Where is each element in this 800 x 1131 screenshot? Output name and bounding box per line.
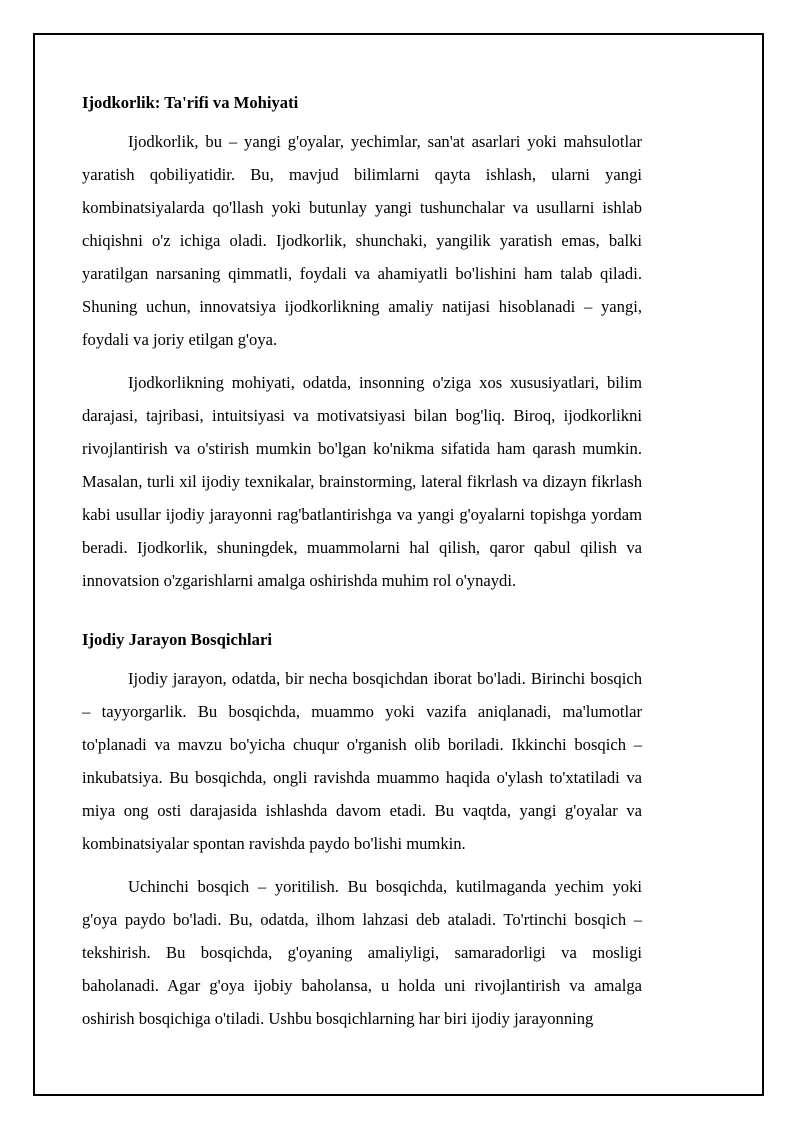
document-body [82, 76, 642, 1035]
paragraph: Uchinchi bosqich – yoritilish. Bu bosqichda, kutilmaganda yechim yoki g'oya paydo bo'ladi. Bu, odatda, ilhom lahzasi deb ataladi. To'rtinchi bosqich – tekshirish. Bu bosqichda, g'oyaning amaliyligi, samaradorligi va mosligi baholanadi. Agar g'oya ijobiy baholansa, u holda uni rivojlantirish va amalga oshirish bosqichiga o'tiladi. Ushbu bosqichlarning har biri ijodiy jarayonning [82, 877, 642, 1028]
section-heading: Ijodiy Jarayon Bosqichlari [82, 630, 272, 649]
paragraph: Ijodkorlik, bu – yangi g'oyalar, yechimlar, san'at asarlari yoki mahsulotlar yaratish qobiliyatidir. Bu, mavjud bilimlarni qayta ishlash, ularni yangi kombinatsiyalarda qo'llash yoki butunlay yangi tushunchalar va usullarni ishlab chiqishni o'z ichiga oladi. Ijodkorlik, shunchaki, yangilik yaratish emas, balki yaratilgan narsaning qimmatli, foydali va ahamiyatli bo'lishini ham talab qiladi. Shuning uchun, innovatsiya ijodkorlikning amaliy natijasi hisoblanadi – yangi, foydali va joriy etilgan g'oya. [82, 132, 642, 349]
paragraph: Ijodkorlikning mohiyati, odatda, insonning o'ziga xos xususiyatlari, bilim darajasi, tajribasi, intuitsiyasi va motivatsiyasi bilan bog'liq. Biroq, ijodkorlikni rivojlantirish va o'stirish mumkin bo'lgan ko'nikma sifatida ham qarash mumkin. Masalan, turli xil ijodiy texnikalar, brainstorming, lateral fikrlash va dizayn fikrlash kabi usullar ijodiy jarayonni rag'batlantirishga va yangi g'oyalarni topishga yordam beradi. Ijodkorlik, shuningdek, muammolarni hal qilish, qaror qabul qilish va innovatsion o'zgarishlarni amalga oshirishda muhim rol o'ynaydi. [82, 373, 642, 590]
section-heading: Ijodkorlik: Ta'rifi va Mohiyati [82, 93, 299, 112]
paragraph: Ijodiy jarayon, odatda, bir necha bosqichdan iborat bo'ladi. Birinchi bosqich – tayyorgarlik. Bu bosqichda, muammo yoki vazifa aniqlanadi, ma'lumotlar to'planadi va mavzu bo'yicha chuqur o'rganish olib boriladi. Ikkinchi bosqich – inkubatsiya. Bu bosqichda, ongli ravishda muammo haqida o'ylash to'xtatiladi va miya ong osti darajasida ishlashda davom etadi. Bu vaqtda, yangi g'oyalar va kombinatsiyalar spontan ravishda paydo bo'lishi mumkin. [82, 669, 642, 853]
